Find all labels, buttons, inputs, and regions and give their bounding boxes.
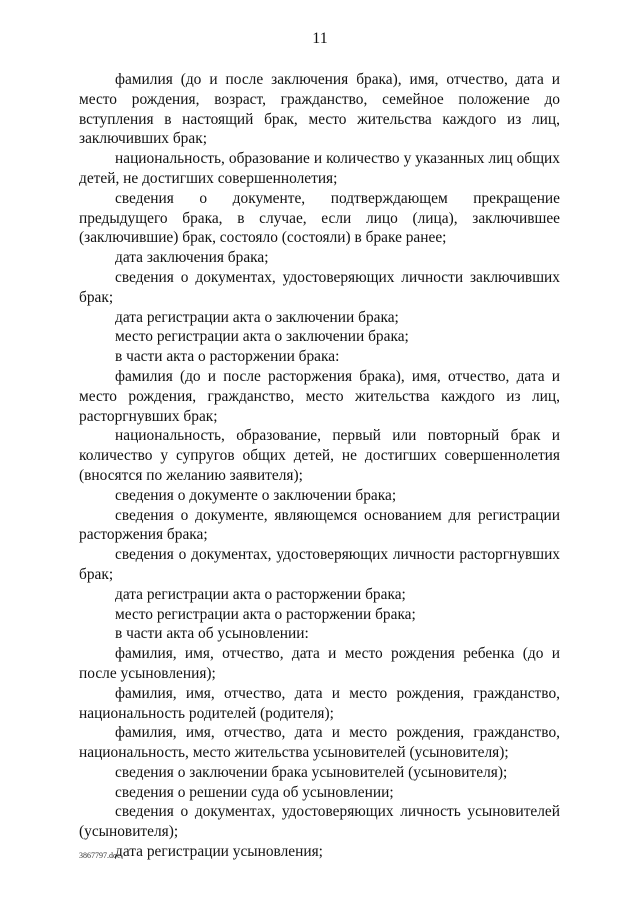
paragraph: сведения о решении суда об усыновлении; (115, 783, 394, 801)
section-heading: в части акта об усыновлении: (115, 625, 309, 643)
paragraph: дата заключения брака; (115, 249, 269, 267)
paragraph: фамилия, имя, отчество, дата и место рождения, гражданство, национальность, место жительства усыновителей (усыновителя); (79, 724, 560, 762)
paragraph: сведения о документах, удостоверяющих личности расторгнувших брак; (79, 546, 560, 583)
paragraph: сведения о документах, удостоверяющих личность усыновителей (усыновителя); (79, 803, 560, 841)
paragraph: место регистрации акта о расторжении брака; (115, 605, 416, 623)
paragraph: сведения о документах, удостоверяющих личности заключивших брак; (79, 268, 560, 306)
paragraph: сведения о документе, подтверждающем прекращение предыдущего брака, в случае, если лицо (лица), заключившее (заключившие) брак, состояло (состояли) в браке ранее; (79, 189, 560, 247)
document-code: 3867797.doc (79, 851, 121, 860)
paragraph: фамилия, имя, отчество, дата и место рождения ребенка (до и после усыновления); (79, 645, 560, 682)
paragraph: сведения о заключении брака усыновителей (усыновителя); (115, 763, 508, 781)
paragraph: национальность, образование и количество у указанных лиц общих детей, не достигших совершеннолетия; (79, 150, 560, 187)
paragraph: дата регистрации акта о расторжении брака; (115, 585, 406, 603)
paragraph: место регистрации акта о заключении брака; (115, 328, 409, 346)
paragraph: дата регистрации акта о заключении брака; (115, 308, 399, 326)
section-heading: в части акта о расторжении брака: (115, 348, 340, 366)
paragraph: фамилия (до и после заключения брака), имя, отчество, дата и место рождения, возраст, гражданство, семейное положение до вступления в настоящий брак, место жительства каждого из лиц, заключивших брак; (79, 71, 560, 148)
page-number: 11 (312, 30, 328, 47)
body-text (79, 70, 560, 862)
paragraph: сведения о документе о заключении брака; (115, 486, 397, 504)
paragraph: фамилия (до и после расторжения брака), имя, отчество, дата и место рождения, гражданство, место жительства каждого из лиц, расторгнувших брак; (79, 367, 560, 425)
paragraph: дата регистрации усыновления; (115, 843, 323, 861)
paragraph: фамилия, имя, отчество, дата и место рождения, гражданство, национальность родителей (родителя); (79, 684, 560, 722)
paragraph: национальность, образование, первый или повторный брак и количество у супругов общих детей, не достигших совершеннолетия (вносятся по желанию заявителя); (79, 427, 560, 484)
paragraph: сведения о документе, являющемся основанием для регистрации расторжения брака; (79, 506, 560, 544)
